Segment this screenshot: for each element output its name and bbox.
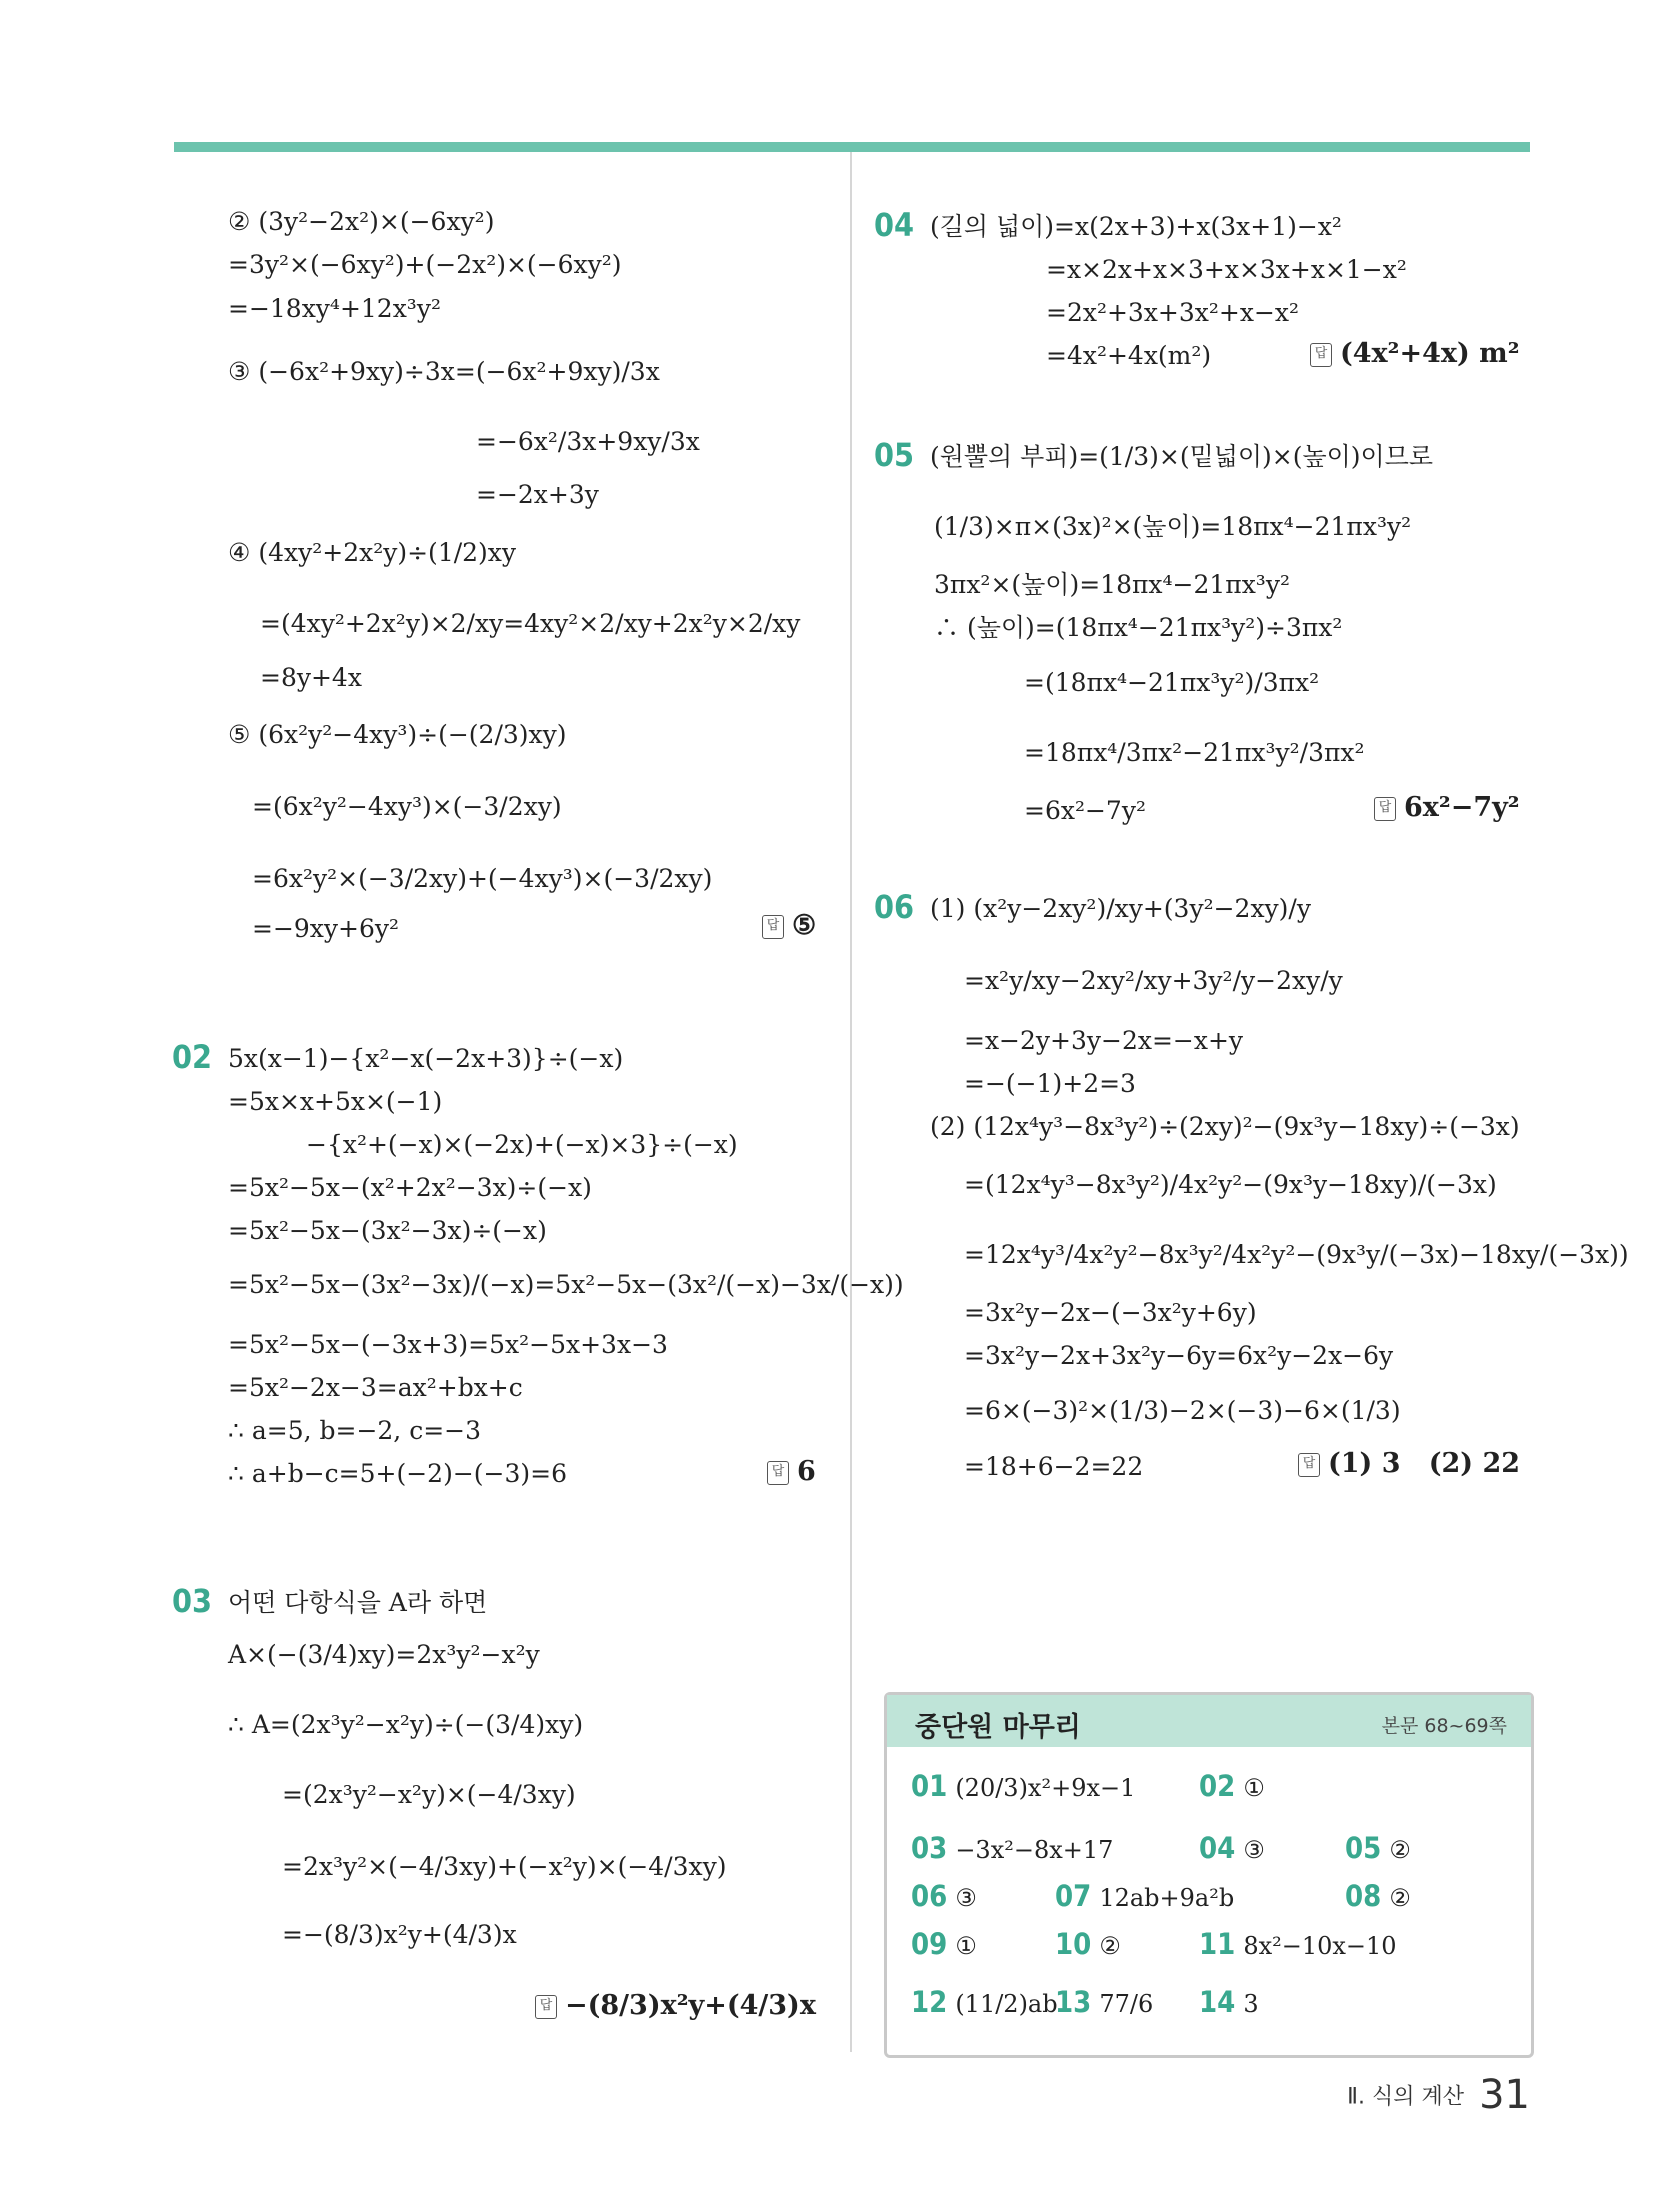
summary-page-ref: 본문 68~69쪽 <box>1381 1715 1507 1737</box>
solution-line: =5x²−5x−(3x²−3x)÷(−x) <box>228 1216 547 1245</box>
solution-line: ∴ a=5, b=−2, c=−3 <box>228 1416 482 1445</box>
solution-line: 어떤 다항식을 A라 하면 <box>228 1588 488 1617</box>
solution-line: =6x²−7y² <box>1024 796 1146 825</box>
answer-mark-icon: 답 <box>535 1995 557 2019</box>
summary-item-answer: ① <box>955 1932 977 1960</box>
summary-item-answer: ② <box>1099 1932 1121 1960</box>
summary-item-answer: ② <box>1389 1836 1411 1864</box>
column-divider <box>850 152 852 2052</box>
answer-text: −(8/3)x²y+(4/3)x <box>565 1990 816 2021</box>
solution-line: =(18πx⁴−21πx³y²)/3πx² <box>1024 668 1320 697</box>
summary-item-answer: ③ <box>1243 1836 1265 1864</box>
solution-line: =−(−1)+2=3 <box>964 1069 1136 1098</box>
summary-item <box>1199 1769 1265 1803</box>
summary-item-number: 07 <box>1055 1879 1092 1913</box>
solution-line: =x×2x+x×3+x×3x+x×1−x² <box>1046 255 1407 284</box>
solution-line: =2x³y²×(−4/3xy)+(−x²y)×(−4/3xy) <box>282 1852 727 1881</box>
summary-item-answer: ② <box>1389 1884 1411 1912</box>
solution-line: =18+6−2=22 <box>964 1452 1144 1481</box>
summary-item-number: 06 <box>911 1879 948 1913</box>
solution-line: ④ (4xy²+2x²y)÷(1/2)xy <box>228 538 517 567</box>
summary-header <box>887 1695 1531 1747</box>
summary-item <box>1055 1927 1121 1961</box>
answer-mark-icon: 답 <box>1374 797 1396 821</box>
summary-item-answer: 3 <box>1243 1990 1259 2018</box>
answer-text: 6x²−7y² <box>1404 792 1520 823</box>
solution-line: =5x²−5x−(x²+2x²−3x)÷(−x) <box>228 1173 592 1202</box>
solution-line: ∴ a+b−c=5+(−2)−(−3)=6 <box>228 1459 567 1488</box>
summary-item <box>911 1927 977 1961</box>
solution-line: =x²y/xy−2xy²/xy+3y²/y−2xy/y <box>964 966 1343 995</box>
summary-item <box>911 1985 1058 2019</box>
solution-line: ② (3y²−2x²)×(−6xy²) <box>228 207 495 236</box>
summary-item-number: 13 <box>1055 1985 1092 2019</box>
answer-mark-icon: 답 <box>1298 1453 1320 1477</box>
summary-item-number: 04 <box>1199 1831 1236 1865</box>
summary-item-number: 02 <box>1199 1769 1236 1803</box>
summary-item-answer: ③ <box>955 1884 977 1912</box>
answer-text: (4x²+4x) m² <box>1340 338 1520 369</box>
answer-line <box>767 1456 816 1487</box>
top-accent-bar <box>174 142 1530 152</box>
solution-line: =2x²+3x+3x²+x−x² <box>1046 298 1300 327</box>
summary-item-number: 14 <box>1199 1985 1236 2019</box>
summary-item-number: 05 <box>1345 1831 1382 1865</box>
solution-line: (1) (x²y−2xy²)/xy+(3y²−2xy)/y <box>930 894 1311 923</box>
solution-line: =−(8/3)x²y+(4/3)x <box>282 1920 517 1949</box>
solution-line: =5x×x+5x×(−1) <box>228 1087 443 1116</box>
solution-line: (2) (12x⁴y³−8x³y²)÷(2xy)²−(9x³y−18xy)÷(−3x) <box>930 1112 1520 1141</box>
problem-number: 06 <box>874 888 915 926</box>
solution-line: =−2x+3y <box>476 480 599 509</box>
answer-text: ⑤ <box>792 910 817 941</box>
summary-item-number: 08 <box>1345 1879 1382 1913</box>
answer-mark-icon: 답 <box>767 1461 789 1485</box>
summary-item-answer: −3x²−8x+17 <box>955 1836 1114 1864</box>
summary-item-answer: (20/3)x²+9x−1 <box>955 1774 1136 1802</box>
solution-line: 3πx²×(높이)=18πx⁴−21πx³y² <box>934 570 1290 599</box>
summary-item-number: 01 <box>911 1769 948 1803</box>
solution-line: =−9xy+6y² <box>252 914 400 943</box>
answer-line <box>1310 338 1520 369</box>
solution-line: ⑤ (6x²y²−4xy³)÷(−(2/3)xy) <box>228 720 567 749</box>
summary-item <box>1345 1831 1411 1865</box>
summary-item-answer: ① <box>1243 1774 1265 1802</box>
chapter-label: Ⅱ. 식의 계산 <box>1347 2084 1464 2110</box>
solution-line: =8y+4x <box>260 663 362 692</box>
summary-item-answer: 12ab+9a²b <box>1099 1884 1235 1912</box>
solution-line: 5x(x−1)−{x²−x(−2x+3)}÷(−x) <box>228 1044 624 1073</box>
summary-title: 중단원 마무리 <box>915 1712 1081 1743</box>
answer-line <box>762 910 816 941</box>
answer-text: (1) 3 (2) 22 <box>1328 1448 1521 1479</box>
solution-line: =(12x⁴y³−8x³y²)/4x²y²−(9x³y−18xy)/(−3x) <box>964 1170 1497 1199</box>
solution-line: =12x⁴y³/4x²y²−8x³y²/4x²y²−(9x³y/(−3x)−18xy/(−3x)) <box>964 1240 1629 1269</box>
summary-item-number: 10 <box>1055 1927 1092 1961</box>
solution-line: =−6x²/3x+9xy/3x <box>476 427 700 456</box>
answer-line <box>535 1990 816 2021</box>
summary-item <box>1199 1831 1265 1865</box>
answer-text: 6 <box>797 1456 816 1487</box>
answer-mark-icon: 답 <box>762 915 784 939</box>
summary-item-number: 09 <box>911 1927 948 1961</box>
summary-item-number: 11 <box>1199 1927 1236 1961</box>
summary-item <box>1199 1985 1259 2019</box>
summary-item-number: 12 <box>911 1985 948 2019</box>
answer-line <box>1374 792 1520 823</box>
answer-line <box>1298 1448 1520 1479</box>
solution-line: A×(−(3/4)xy)=2x³y²−x²y <box>228 1640 540 1669</box>
solution-line: (길의 넓이)=x(2x+3)+x(3x+1)−x² <box>930 212 1342 241</box>
summary-item-number: 03 <box>911 1831 948 1865</box>
solution-line: =3x²y−2x+3x²y−6y=6x²y−2x−6y <box>964 1341 1394 1370</box>
summary-item <box>911 1831 1113 1865</box>
solution-line: =−18xy⁴+12x³y² <box>228 294 441 323</box>
solution-line: =(2x³y²−x²y)×(−4/3xy) <box>282 1780 576 1809</box>
summary-item <box>911 1769 1135 1803</box>
solution-line: (원뿔의 부피)=(1/3)×(밑넓이)×(높이)이므로 <box>930 442 1434 471</box>
chapter-summary-box <box>884 1692 1534 2058</box>
solution-line: =18πx⁴/3πx²−21πx³y²/3πx² <box>1024 738 1365 767</box>
page-number: 31 <box>1479 2072 1530 2118</box>
problem-number: 05 <box>874 436 915 474</box>
solution-line: ∴ A=(2x³y²−x²y)÷(−(3/4)xy) <box>228 1710 584 1739</box>
solution-line: =4x²+4x(m²) <box>1046 341 1212 370</box>
summary-item <box>1345 1879 1411 1913</box>
solution-line: =3y²×(−6xy²)+(−2x²)×(−6xy²) <box>228 250 622 279</box>
answer-mark-icon: 답 <box>1310 343 1332 367</box>
solution-line: (1/3)×π×(3x)²×(높이)=18πx⁴−21πx³y² <box>934 512 1412 541</box>
summary-item-answer: (11/2)ab <box>955 1990 1058 2018</box>
summary-item-answer: 77/6 <box>1099 1990 1154 2018</box>
solution-line: =(4xy²+2x²y)×2/xy=4xy²×2/xy+2x²y×2/xy <box>260 609 801 638</box>
page-footer <box>1347 2072 1530 2118</box>
solution-line: −{x²+(−x)×(−2x)+(−x)×3}÷(−x) <box>306 1130 738 1159</box>
solution-line: =3x²y−2x−(−3x²y+6y) <box>964 1298 1257 1327</box>
solution-line: =(6x²y²−4xy³)×(−3/2xy) <box>252 792 562 821</box>
solution-line: =5x²−5x−(3x²−3x)/(−x)=5x²−5x−(3x²/(−x)−3x/(−x)) <box>228 1270 904 1299</box>
solution-line: ∴ (높이)=(18πx⁴−21πx³y²)÷3πx² <box>934 613 1343 642</box>
summary-item-answer: 8x²−10x−10 <box>1243 1932 1397 1960</box>
solution-line: =5x²−2x−3=ax²+bx+c <box>228 1373 523 1402</box>
solution-line: =6x²y²×(−3/2xy)+(−4xy³)×(−3/2xy) <box>252 864 713 893</box>
summary-item <box>1055 1985 1153 2019</box>
solution-line: =6×(−3)²×(1/3)−2×(−3)−6×(1/3) <box>964 1396 1401 1425</box>
solution-line: =5x²−5x−(−3x+3)=5x²−5x+3x−3 <box>228 1330 668 1359</box>
summary-item <box>911 1879 977 1913</box>
problem-number: 02 <box>172 1038 213 1076</box>
problem-number: 04 <box>874 206 915 244</box>
problem-number: 03 <box>172 1582 213 1620</box>
solution-line: ③ (−6x²+9xy)÷3x=(−6x²+9xy)/3x <box>228 357 660 386</box>
summary-item <box>1199 1927 1397 1961</box>
summary-item <box>1055 1879 1234 1913</box>
solution-line: =x−2y+3y−2x=−x+y <box>964 1026 1244 1055</box>
